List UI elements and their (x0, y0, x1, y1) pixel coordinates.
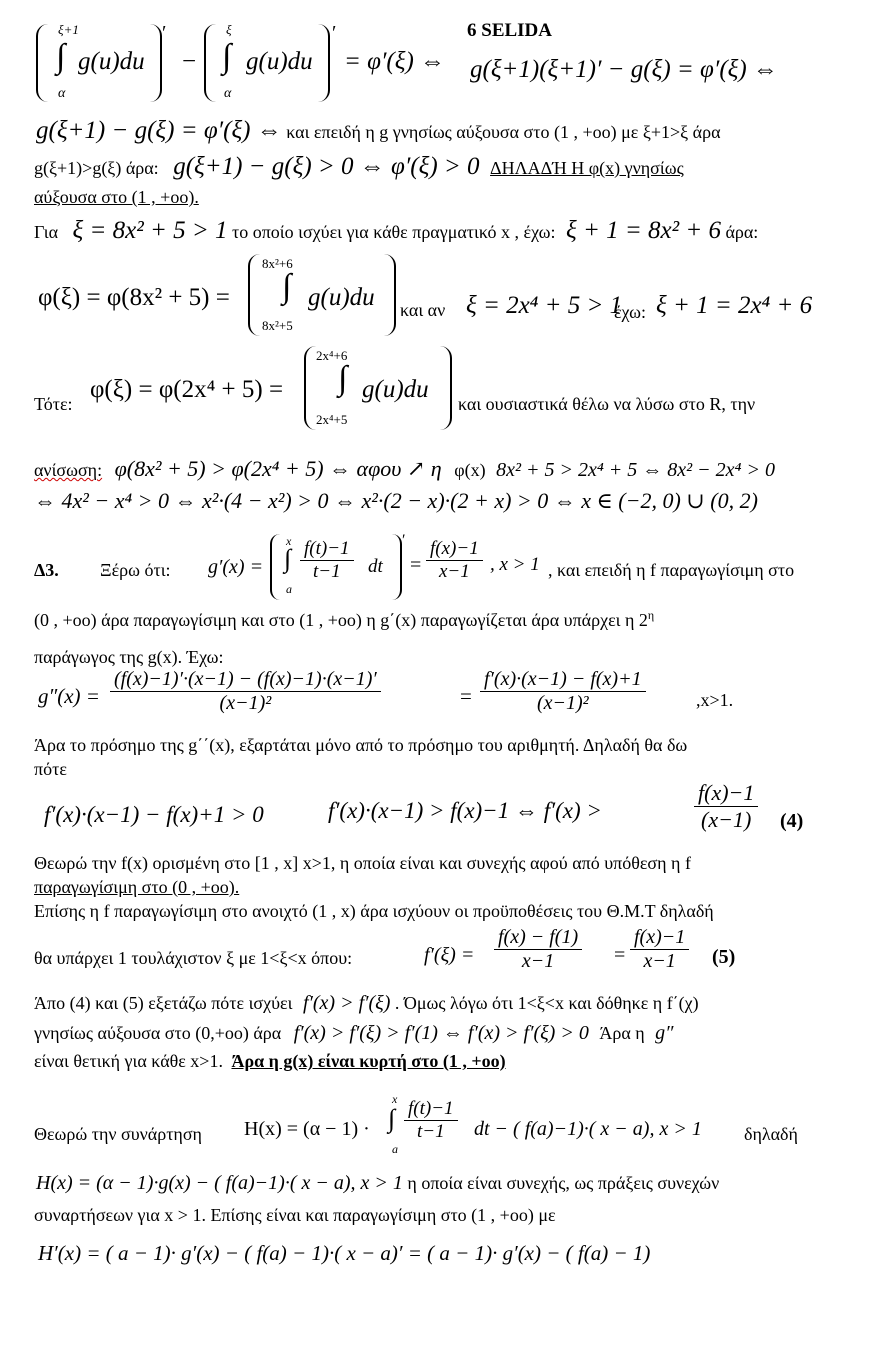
line-27: H′(x) = ( a − 1)· g′(x) − ( f(a) − 1)·( x − a)′ = ( a − 1)· g′(x) − ( f(a) − 1) (38, 1241, 651, 1265)
line-17: Θεωρώ την f(x) ορισμένη στο [1 , x] x>1, η οποία είναι και συνεχής αφού από υπόθεση η f (34, 853, 691, 873)
line-8: ανίσωση: φ(8x² + 5) > φ(2x⁴ + 5) ⇔ αφου ↗ η φ(x) 8x² + 5 > 2x⁴ + 5 ⇔ 8x² − 2x⁴ > 0 (34, 456, 775, 481)
integral-sign-2: ∫ (222, 38, 232, 75)
line-9: ⇔ 4x² − x⁴ > 0 ⇔ x²·(4 − x²) > 0 ⇔ x²·(2 − x)·(2 + x) > 0 ⇔ x ∈ (−2, 0) ∪ (0, 2) (34, 488, 758, 513)
line-4: αύξουσα στο (1 , +oo). (34, 187, 199, 207)
line-25: H(x) = (α − 1)·g(x) − ( f(a)−1)·( x − a), x > 1 η οποία είναι συνεχής, ως πράξεις συνεχών (36, 1172, 720, 1194)
line-11: (0 , +oo) άρα παραγωγίσιμη και στο (1 , +oo) η g΄(x) παραγωγίζεται άρα υπάρχει η $2^\eta$ (34, 608, 655, 630)
lower-limit-1: α (58, 86, 66, 101)
line-23: είναι θετική για κάθε x>1. Άρα η g(x) είναι κυρτή στο (1 , +oo) (34, 1051, 506, 1071)
line-26: συναρτήσεων για x > 1. Επίσης είναι και παραγωγίσιμη στο (1 , +oo) με (34, 1205, 556, 1225)
page-title: 6 SELIDA (467, 20, 552, 41)
line-3: g(ξ+1)>g(ξ) άρα: g(ξ+1) − g(ξ) > 0 ⇔ φ′(ξ) > 0 ΔΗΛΑΔΉ Η φ(x) γνησίως (34, 153, 684, 180)
upper-limit-1: ξ+1 (58, 22, 79, 37)
lower-limit-2: α (224, 86, 232, 101)
line-21: Άπο (4) και (5) εξετάζω πότε ισχύει f′(x) > f′(ξ) . Όμως λόγω ότι 1<ξ<x και δόθηκε η f΄(χ) (34, 992, 699, 1014)
upper-limit-2: ξ (226, 22, 232, 37)
eq-1b: g(ξ+1)(ξ+1)′ − g(ξ) = φ′(ξ) ⇔ (470, 56, 778, 83)
line-5: Για ξ = 8x² + 5 > 1 το οποίο ισχύει για κάθε πραγματικό x , έχω: ξ + 1 = 8x² + 6 άρα: (34, 217, 759, 244)
line-22: γνησίως αύξουσα στο (0,+oo) άρα f′(x) > f′(ξ) > f′(1) ⇔ f′(x) > f′(ξ) > 0 Άρα η g″ (34, 1022, 674, 1044)
line-12: παράγωγος της g(x). Έχω: (34, 647, 224, 667)
line-14: Άρα το πρόσημο της g΄΄(x), εξαρτάται μόνο από το πρόσημο του αριθμητή. Δηλαδή θα δω (34, 735, 688, 755)
line-15: πότε (34, 759, 67, 779)
line-18: παραγωγίσιμη στο (0 , +oo). (34, 877, 240, 897)
line-19: Επίσης η f παραγωγίσιμη στο ανοιχτό (1 , x) άρα ισχύουν οι προϋποθέσεις του Θ.Μ.Τ δηλαδή (34, 901, 714, 921)
line-2: g(ξ+1) − g(ξ) = φ′(ξ) ⇔ και επειδή η g γνησίως αύξουσα στο (1 , +oo) με ξ+1>ξ άρα (36, 117, 721, 144)
integrand-1: g(u)du (78, 48, 145, 75)
integral-sign-1: ∫ (56, 38, 66, 75)
